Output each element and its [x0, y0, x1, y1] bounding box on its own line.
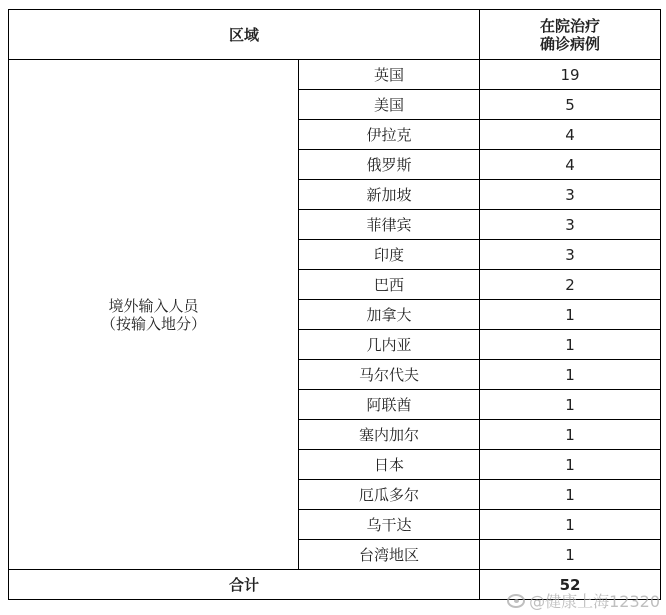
case-table-body [9, 10, 661, 600]
header-count-line2: 确诊病例 [540, 34, 601, 53]
count-cell: 1 [480, 480, 661, 510]
count-cell: 1 [480, 300, 661, 330]
count-cell: 1 [480, 510, 661, 540]
watermark [507, 589, 660, 612]
place-cell: 塞内加尔 [299, 420, 480, 450]
place-cell: 阿联酋 [299, 390, 480, 420]
place-cell: 英国 [299, 60, 480, 90]
count-cell: 5 [480, 90, 661, 120]
place-cell: 美国 [299, 90, 480, 120]
place-cell: 加拿大 [299, 300, 480, 330]
place-cell: 巴西 [299, 270, 480, 300]
count-cell: 1 [480, 330, 661, 360]
place-cell: 俄罗斯 [299, 150, 480, 180]
count-cell: 1 [480, 420, 661, 450]
count-cell: 1 [480, 360, 661, 390]
place-cell: 伊拉克 [299, 120, 480, 150]
group-label-line2: （按输入地分） [100, 314, 206, 333]
case-table [8, 9, 661, 600]
table-row [9, 60, 661, 90]
header-count-line1: 在院治疗 [540, 16, 601, 35]
place-cell: 乌干达 [299, 510, 480, 540]
group-label-line1: 境外输入人员 [108, 296, 199, 315]
place-cell: 厄瓜多尔 [299, 480, 480, 510]
place-cell: 日本 [299, 450, 480, 480]
count-cell: 1 [480, 540, 661, 570]
place-cell: 印度 [299, 240, 480, 270]
count-cell: 3 [480, 240, 661, 270]
count-cell: 3 [480, 180, 661, 210]
count-cell: 3 [480, 210, 661, 240]
place-cell: 菲律宾 [299, 210, 480, 240]
group-label [9, 60, 299, 570]
place-cell: 台湾地区 [299, 540, 480, 570]
count-cell: 4 [480, 120, 661, 150]
count-cell: 2 [480, 270, 661, 300]
table-header-row [9, 10, 661, 60]
header-region: 区域 [9, 10, 480, 60]
place-cell: 新加坡 [299, 180, 480, 210]
count-cell: 1 [480, 390, 661, 420]
weibo-icon [507, 594, 525, 608]
place-cell: 几内亚 [299, 330, 480, 360]
count-cell: 19 [480, 60, 661, 90]
count-cell: 1 [480, 450, 661, 480]
total-label: 合计 [9, 570, 480, 600]
header-count [480, 10, 661, 60]
place-cell: 马尔代夫 [299, 360, 480, 390]
total-count: 52 [480, 570, 661, 600]
count-cell: 4 [480, 150, 661, 180]
watermark-text: @健康上海12320 [529, 592, 660, 611]
